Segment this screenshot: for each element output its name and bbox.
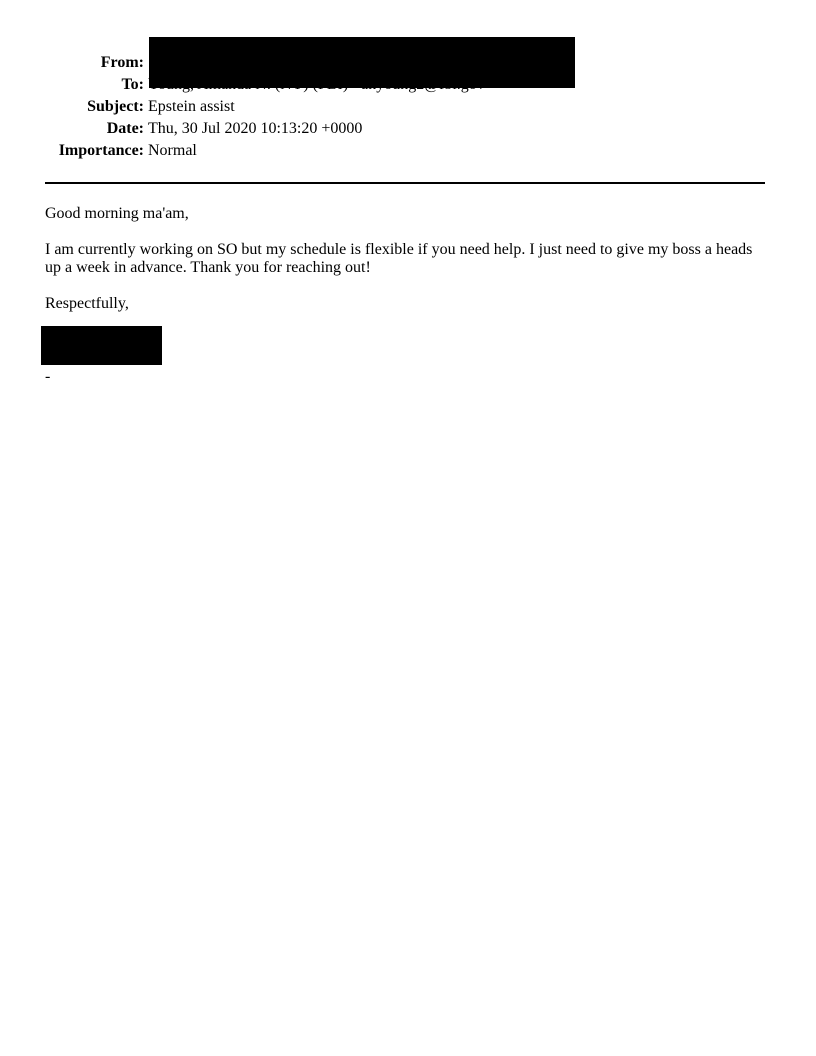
subject-value: Epstein assist [148, 98, 235, 115]
date-value: Thu, 30 Jul 2020 10:13:20 +0000 [148, 120, 363, 137]
trailing-dash: - [45, 368, 51, 385]
subject-label: Subject: [87, 98, 144, 115]
redaction-block-header [149, 37, 575, 88]
header-divider [45, 182, 765, 184]
to-label: To: [121, 76, 144, 93]
email-greeting: Good morning ma'am, [45, 205, 189, 222]
email-body-paragraph: I am currently working on SO but my schedule is flexible if you need help. I just need to give my boss a heads up a week in advance. Thank you for reaching out! [45, 241, 753, 276]
importance-value: Normal [148, 142, 197, 159]
header-date-row [0, 119, 816, 139]
redaction-block-signature [41, 326, 162, 365]
header-subject-row [0, 97, 816, 117]
email-closing: Respectfully, [45, 295, 129, 312]
date-label: Date: [106, 120, 144, 137]
importance-label: Importance: [58, 142, 144, 159]
header-importance-row [0, 141, 816, 161]
from-label: From: [100, 54, 144, 71]
